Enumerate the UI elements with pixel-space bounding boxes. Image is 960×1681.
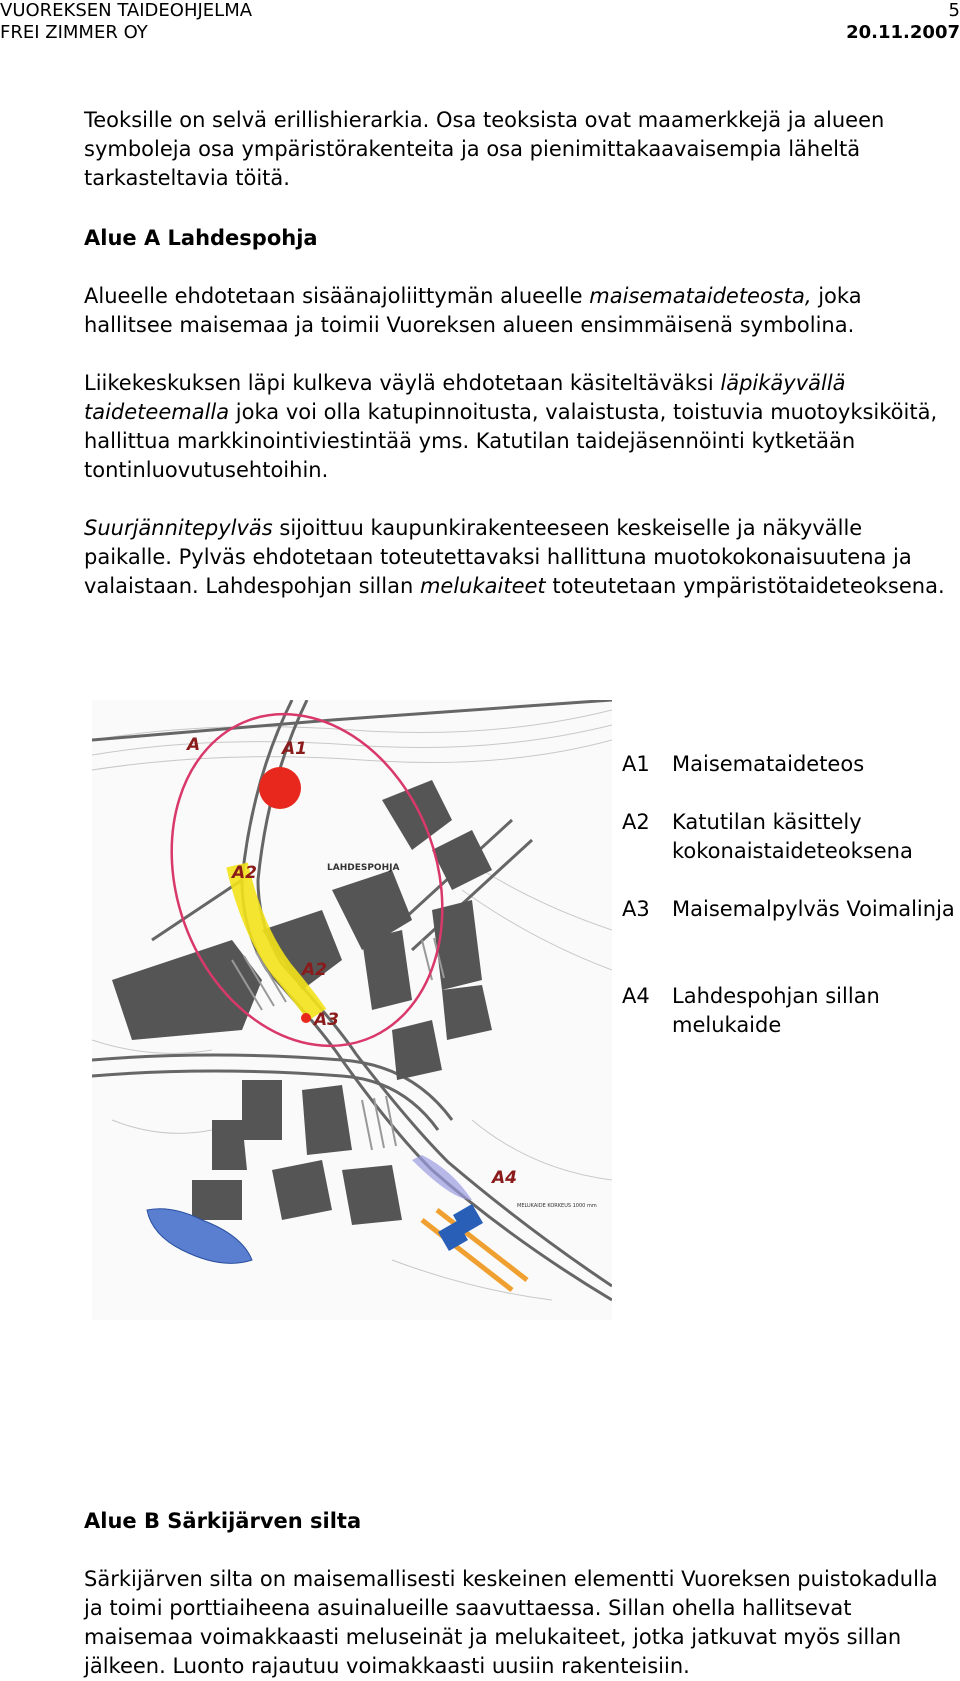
marker-a2-label: A2 [232, 863, 257, 883]
section-a-paragraph-3: Suurjännitepylväs sijoittuu kaupunkirakenteeseen keskeiselle ja näkyvälle paikalle. Pylväs ehdotetaan toteutettavaksi hallittuna muotokokonaisuutena ja valaistaan. Lahdespohjan sillan melukaiteet toteutetaan ympäristötaideteoksena. [84, 516, 945, 598]
section-a-paragraph-2: Liikekeskuksen läpi kulkeva väylä ehdotetaan käsiteltäväksi läpikäyvällä taideteemalla joka voi olla katupinnoitusta, valaistusta, toistuvia muotoyksiköitä, hallittua markkinointiviestintää yms. Katutilan taidejäsennöinti kytketään tontinluovutusehtoihin. [84, 371, 938, 482]
marker-a2-label-2: A2 [302, 960, 327, 980]
legend-code: A3 [622, 897, 650, 921]
marker-a1-label: A1 [282, 739, 307, 759]
legend-code: A1 [622, 752, 650, 776]
section-b-paragraph-1: Särkijärven silta on maisemallisesti keskeinen elementti Vuoreksen puistokadulla ja toimi porttiaiheena asuinalueille saavuttaessa. Sillan ohella hallitsevat maisemaa voimakkaasti meluseinät ja melukaiteet, jotka jatkuvat myös sillan jälkeen. Luonto rajautuu voimakkaasti uusiin rakenteisiin. [84, 1567, 938, 1678]
legend-code: A4 [622, 984, 650, 1008]
legend-label: Lahdespohjan sillan melukaide [672, 984, 880, 1037]
section-a-paragraph-1: Alueelle ehdotetaan sisäänajoliittymän alueelle maisemataideteosta, joka hallitsee maisemaa ja toimii Vuoreksen alueen ensimmäisenä symbolina. [84, 284, 862, 337]
area-map [92, 700, 612, 1320]
marker-a1-dot [259, 767, 301, 809]
intro-paragraph: Teoksille on selvä erillishierarkia. Osa teoksista ovat maamerkkejä ja alueen symboleja osa ympäristörakenteita ja osa pienimittakaavaisempia läheltä tarkasteltavia töitä. [84, 108, 885, 190]
marker-a3-dot [301, 1013, 311, 1023]
legend-label: Katutilan käsittely kokonaistaideteoksena [672, 810, 913, 863]
legend-code: A2 [622, 810, 650, 834]
page-number: 5 [948, 0, 960, 21]
document-title: VUOREKSEN TAIDEOHJELMA [0, 0, 253, 21]
marker-a3-label: A3 [314, 1010, 339, 1030]
document-date: 20.11.2007 [846, 22, 960, 43]
noise-barrier-label: MELUKAIDE KORKEUS 1000 mm [517, 1203, 597, 1209]
legend-label: Maisemataideteos [672, 752, 865, 776]
district-label: LAHDESPOHJA [327, 863, 400, 873]
section-a-heading: Alue A Lahdespohja [84, 226, 318, 250]
marker-a4-label: A4 [492, 1168, 517, 1188]
legend-label: Maisemalpylväs Voimalinja [672, 897, 955, 921]
company-name: FREI ZIMMER OY [0, 22, 148, 43]
section-b-heading: Alue B Särkijärven silta [84, 1509, 362, 1533]
area-label: A [187, 735, 201, 755]
